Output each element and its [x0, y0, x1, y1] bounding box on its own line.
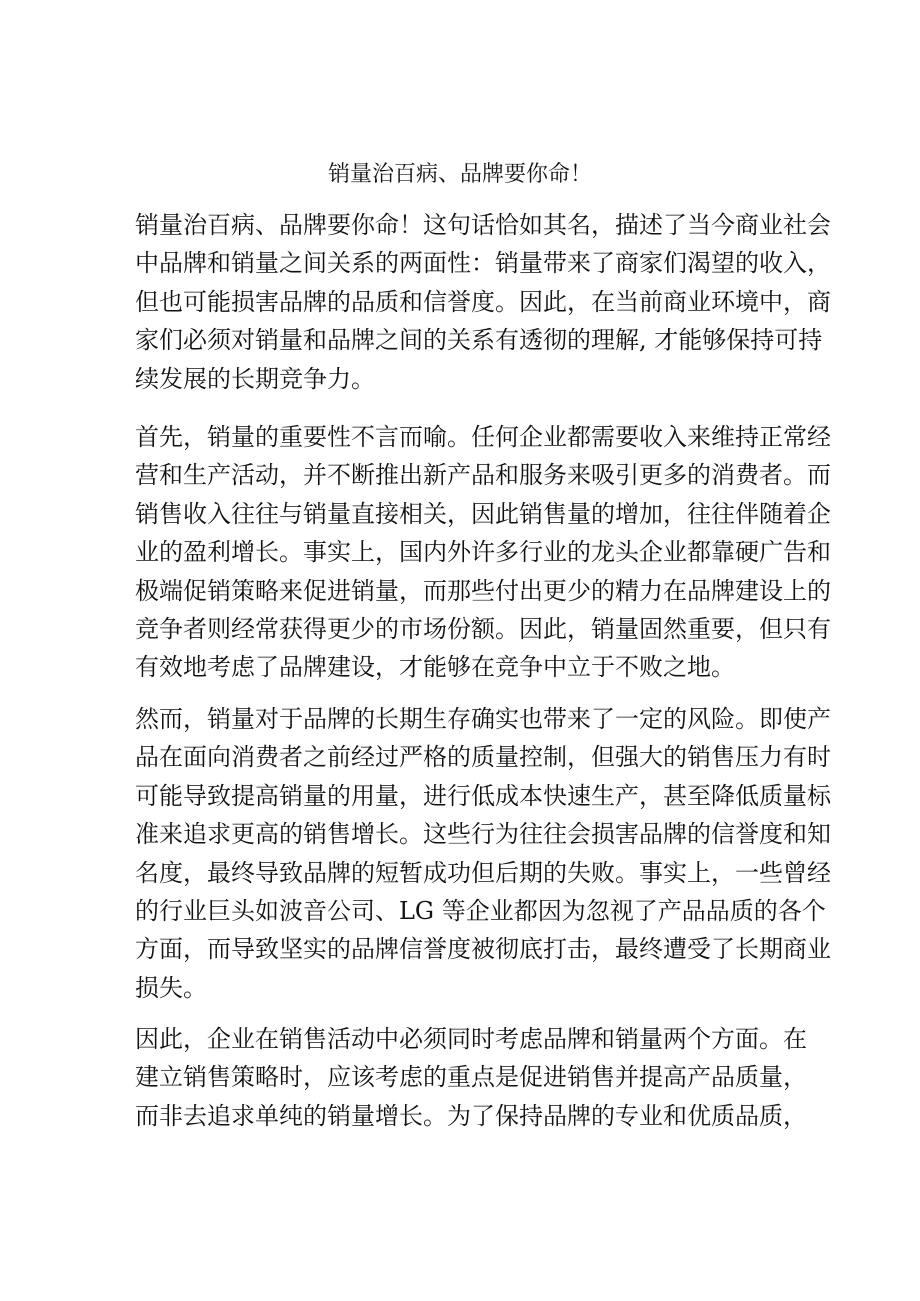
paragraph-line: 品在面向消费者之前经过严格的质量控制，但强大的销售压力有时: [135, 743, 831, 772]
paragraph-line: 准来追求更高的销售增长。这些行为往往会损害品牌的信誉度和知: [135, 820, 831, 849]
paragraph-line: 损失。: [135, 973, 207, 1002]
paragraph-3: [135, 700, 831, 1007]
paragraph-line: 方面，而导致坚实的品牌信誉度被彻底打击，最终遭受了长期商业: [135, 935, 831, 964]
paragraph-line: 续发展的长期竞争力。: [135, 364, 375, 393]
paragraph-line: 销售收入往往与销量直接相关，因此销售量的增加，往往伴随着企: [135, 499, 831, 528]
paragraph-line: 可能导致提高销量的用量，进行低成本快速生产，甚至降低质量标: [135, 781, 831, 810]
paragraph-line: 首先，销量的重要性不言而喻。任何企业都需要收入来维持正常经: [135, 423, 831, 451]
paragraph-line: 有效地考虑了品牌建设，才能够在竞争中立于不败之地。: [135, 653, 735, 682]
paragraph-line: 中品牌和销量之间关系的两面性：销量带来了商家们渴望的收入，: [135, 249, 831, 278]
paragraph-line: 竞争者则经常获得更少的市场份额。因此，销量固然重要，但只有: [135, 614, 831, 643]
paragraph-line: 的行业巨头如波音公司、LG 等企业都因为忽视了产品品质的各个: [135, 896, 826, 925]
paragraph-line: 建立销售策略时，应该考虑的重点是促进销售并提高产品质量，: [135, 1063, 807, 1092]
paragraph-line: 然而，销量对于品牌的长期生存确实也带来了一定的风险。即使产: [135, 705, 831, 733]
paragraph-line: 而非去追求单纯的销量增长。为了保持品牌的专业和优质品质，: [135, 1101, 807, 1130]
paragraph-line: 营和生产活动，并不断推出新产品和服务来吸引更多的消费者。而: [135, 461, 831, 490]
paragraph-line: 极端促销策略来促进销量，而那些付出更少的精力在品牌建设上的: [135, 576, 831, 605]
paragraph-line: 因此，企业在销售活动中必须同时考虑品牌和销量两个方面。在: [135, 1025, 807, 1053]
document-title: 销量治百病、品牌要你命！: [327, 162, 592, 187]
paragraph-line: 销量治百病、品牌要你命！这句话恰如其名，描述了当今商业社会: [135, 211, 831, 239]
paragraph-line: 业的盈利增长。事实上，国内外许多行业的龙头企业都靠硬广告和: [135, 538, 831, 567]
paragraph-line: 家们必须对销量和品牌之间的关系有透彻的理解, 才能够保持可持: [135, 326, 823, 355]
paragraph-line: 名度，最终导致品牌的短暂成功但后期的失败。事实上，一些曾经: [135, 858, 831, 887]
paragraph-4: [135, 1020, 807, 1135]
paragraph-2: [135, 418, 831, 687]
paragraph-line: 但也可能损害品牌的品质和信誉度。因此，在当前商业环境中，商: [135, 287, 831, 316]
paragraph-1: [135, 206, 831, 398]
